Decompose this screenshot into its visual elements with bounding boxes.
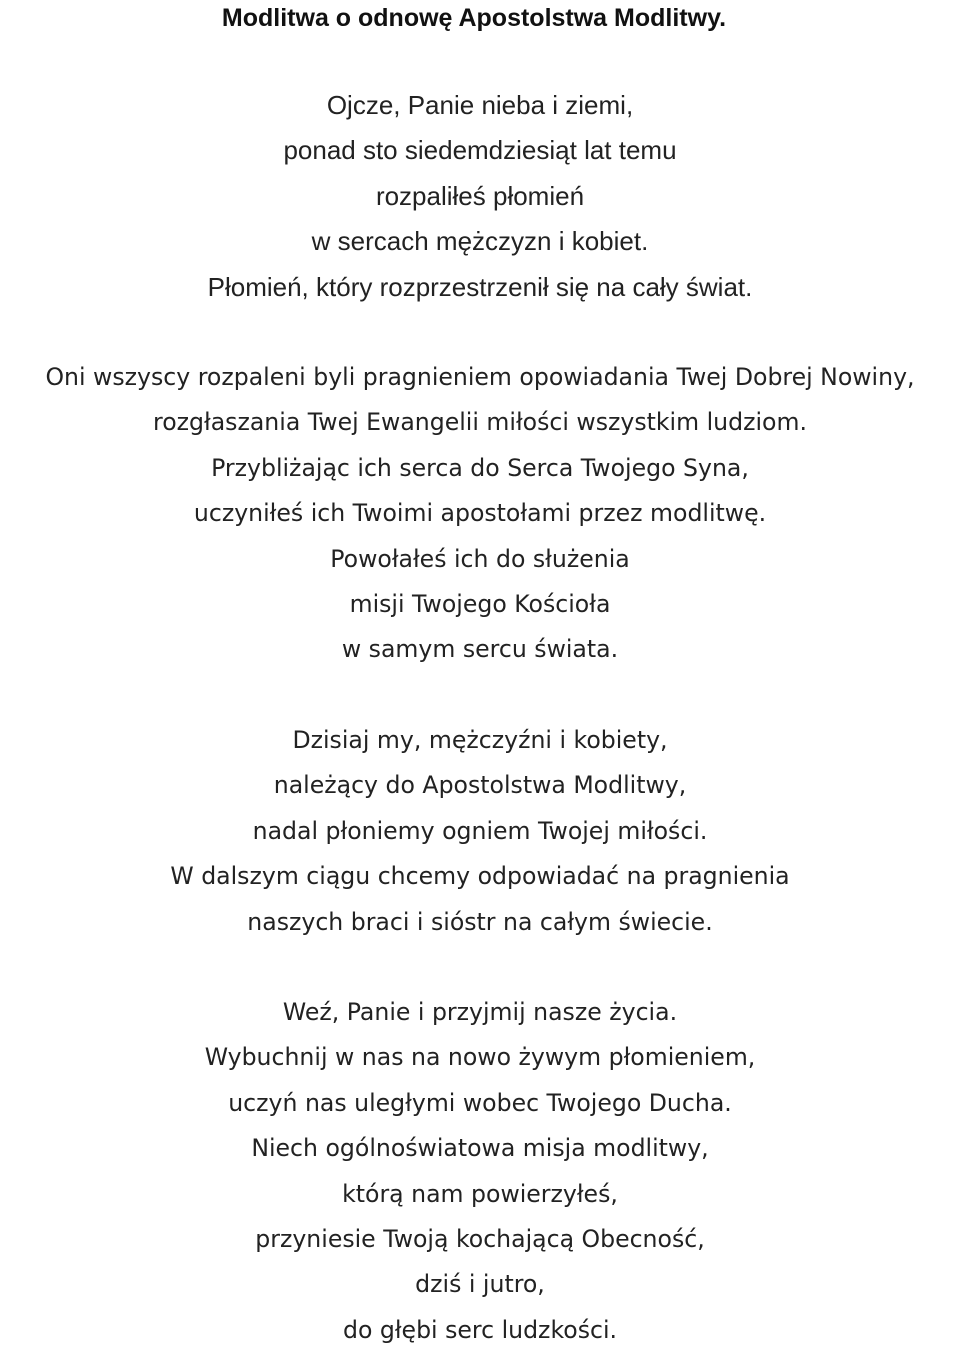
stanza-line: Powołałeś ich do służenia xyxy=(330,544,630,573)
stanza-line: przyniesie Twoją kochającą Obecność, xyxy=(255,1225,705,1254)
stanza-line: w sercach mężczyzn i kobiet. xyxy=(311,226,649,257)
stanza-1 xyxy=(0,83,960,310)
stanza-line: Niech ogólnoświatowa misja modlitwy, xyxy=(251,1134,709,1163)
stanza-line: misji Twojego Kościoła xyxy=(349,590,611,619)
stanza-line: Ojcze, Panie nieba i ziemi, xyxy=(326,90,634,120)
stanza-line: Wybuchnij w nas na nowo żywym płomieniem, xyxy=(204,1043,756,1072)
stanza-line: Płomień, który rozprzestrzenił się na cały świat. xyxy=(207,271,753,302)
stanza-line: należący do Apostolstwa Modlitwy, xyxy=(273,771,687,800)
prayer-title xyxy=(0,0,960,36)
stanza-line: nadal płoniemy ogniem Twojej miłości. xyxy=(252,816,708,845)
stanza-line: rozgłaszania Twej Ewangelii miłości wszystkim ludziom. xyxy=(153,408,807,437)
stanza-line: uczyń nas uległymi wobec Twojego Ducha. xyxy=(228,1088,732,1117)
stanza-line: rozpaliłeś płomień xyxy=(375,180,585,211)
stanza-line: Oni wszyscy rozpaleni byli pragnieniem opowiadania Twej Dobrej Nowiny, xyxy=(45,363,915,391)
stanza-line: którą nam powierzyłeś, xyxy=(342,1179,618,1208)
stanza-line: dziś i jutro, xyxy=(415,1270,545,1299)
stanza-line: ponad sto siedemdziesiąt lat temu xyxy=(283,135,677,166)
stanza-line: Przybliżając ich serca do Serca Twojego Syna, xyxy=(211,453,749,482)
stanza-line: w samym sercu świata. xyxy=(341,635,619,664)
stanza-line: Weź, Panie i przyjmij nasze życia. xyxy=(282,998,678,1026)
stanza-4 xyxy=(0,990,960,1353)
stanza-line: naszych braci i sióstr na całym świecie. xyxy=(247,907,713,936)
stanza-line: Dzisiaj my, mężczyźni i kobiety, xyxy=(292,726,668,754)
stanza-line: W dalszym ciągu chcemy odpowiadać na pragnienia xyxy=(170,862,790,891)
stanza-line: do głębi serc ludzkości. xyxy=(342,1315,618,1344)
stanza-line: uczyniłeś ich Twoimi apostołami przez modlitwę. xyxy=(193,499,767,528)
stanza-2 xyxy=(0,355,960,673)
prayer-title-text: Modlitwa o odnowę Apostolstwa Modlitwy. xyxy=(221,4,727,32)
stanza-3 xyxy=(0,718,960,945)
